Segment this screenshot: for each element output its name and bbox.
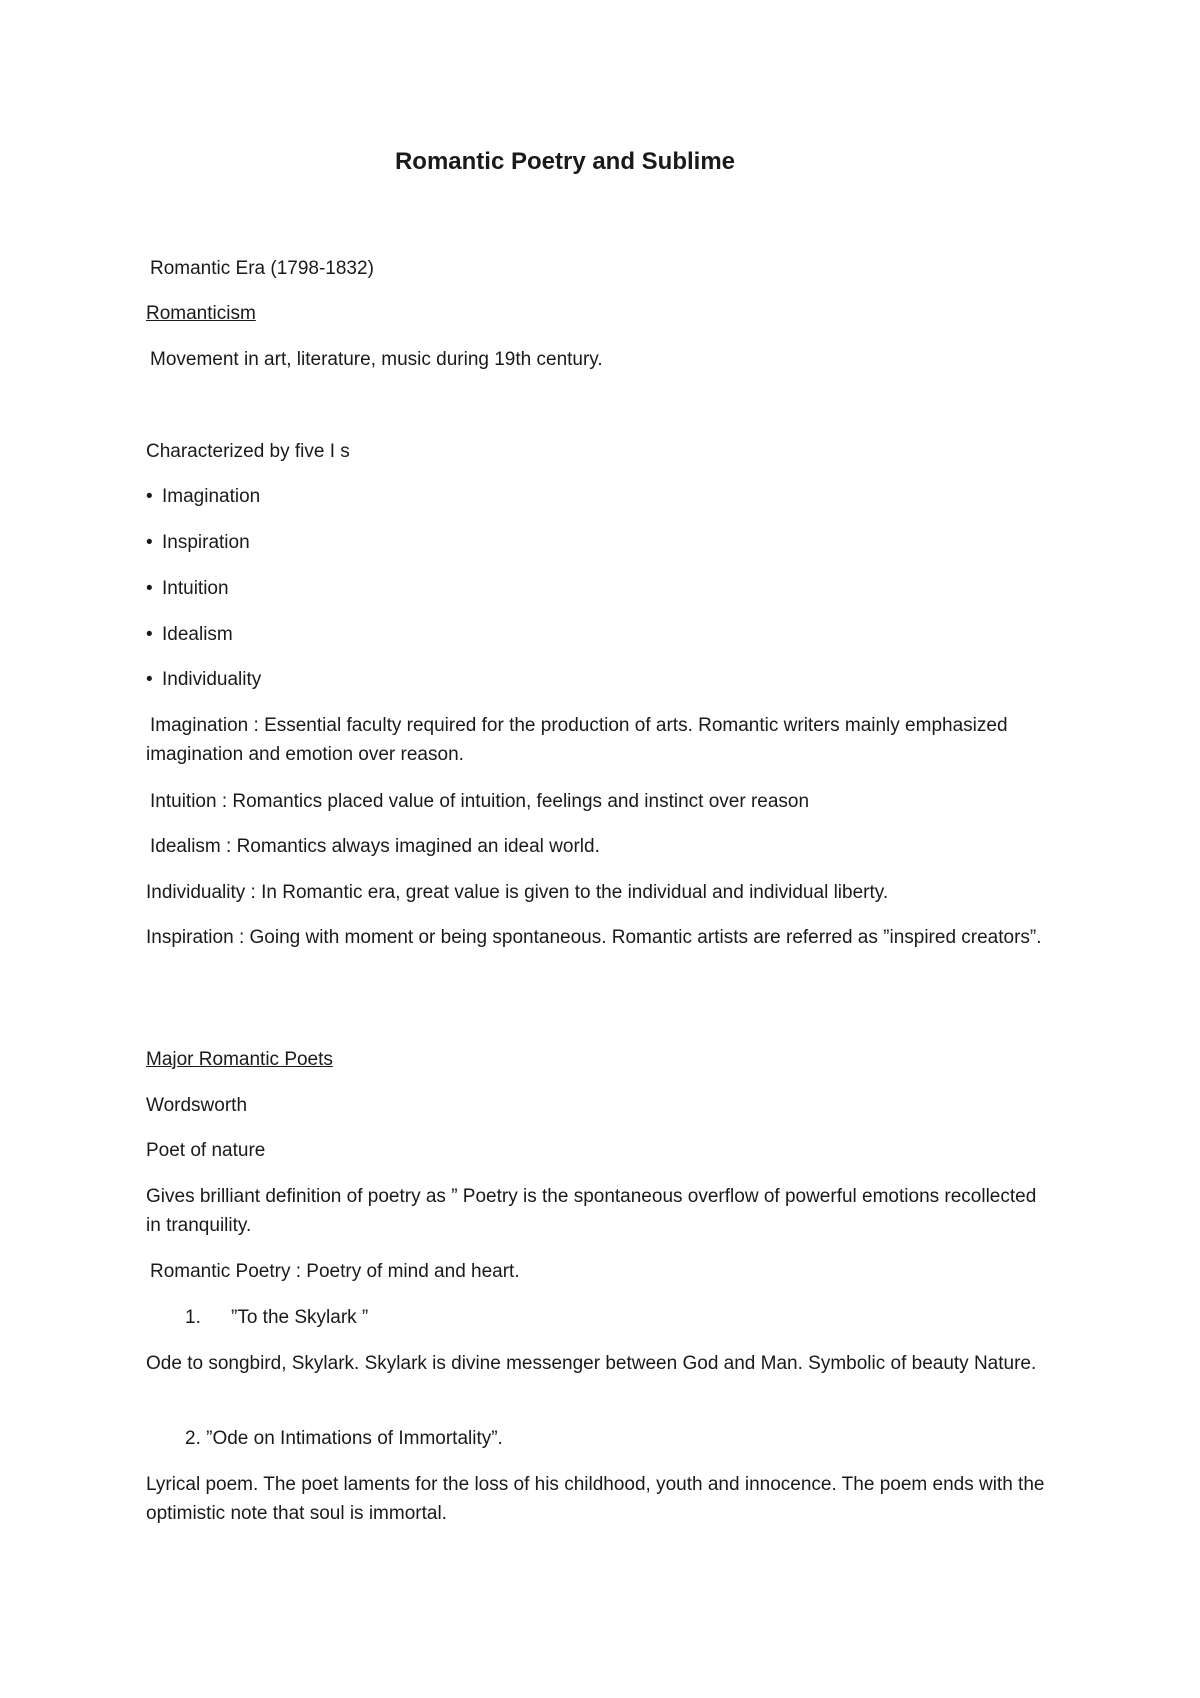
poem-1-title-line — [185, 1303, 1085, 1332]
bullet-icon: • — [146, 578, 153, 599]
imagination-definition: Imagination : Essential faculty required for the production of arts. Romantic writers mainly emphasized imagination and emotion over reason. — [146, 715, 1008, 765]
romanticism-heading: Romanticism — [146, 303, 256, 324]
bullet-label: Idealism — [162, 624, 233, 645]
era-line: Romantic Era (1798-1832) — [150, 258, 374, 279]
list-number: 1. — [185, 1307, 201, 1328]
bullet-label: Imagination — [162, 486, 261, 507]
bullet-icon: • — [146, 532, 153, 553]
poem-1-title: ”To the Skylark ” — [231, 1307, 369, 1328]
bullet-label: Intuition — [162, 578, 229, 599]
bullet-item — [146, 665, 1046, 694]
document-title: Romantic Poetry and Sublime — [394, 148, 736, 175]
bullet-item — [146, 482, 1046, 511]
bullet-icon: • — [146, 669, 153, 690]
bullet-icon: • — [146, 486, 153, 507]
intuition-definition: Intuition : Romantics placed value of intuition, feelings and instinct over reason — [150, 791, 810, 812]
poets-heading: Major Romantic Poets — [146, 1049, 333, 1070]
bullet-label: Individuality — [162, 669, 262, 690]
bullet-item — [146, 574, 1046, 603]
characterized-line: Characterized by five I s — [146, 441, 350, 462]
poet-name: Wordsworth — [146, 1095, 248, 1116]
poem-2-description: Lyrical poem. The poet laments for the loss of his childhood, youth and innocence. The poem ends with the optimistic note that soul is immortal. — [146, 1474, 1045, 1524]
romanticism-definition: Movement in art, literature, music during 19th century. — [150, 349, 603, 370]
bullet-item — [146, 528, 1046, 557]
inspiration-definition: Inspiration : Going with moment or being spontaneous. Romantic artists are referred as ”inspired creators”. — [146, 927, 1042, 948]
bullet-icon: • — [146, 624, 153, 645]
bullet-label: Inspiration — [162, 532, 250, 553]
romantic-poetry-line: Romantic Poetry : Poetry of mind and heart. — [150, 1261, 520, 1282]
bullet-item — [146, 620, 1046, 649]
poet-description: Poet of nature — [146, 1140, 266, 1161]
idealism-definition: Idealism : Romantics always imagined an ideal world. — [150, 836, 600, 857]
poem-1-description: Ode to songbird, Skylark. Skylark is divine messenger between God and Man. Symbolic of beauty Nature. — [146, 1353, 1037, 1374]
individuality-definition: Individuality : In Romantic era, great value is given to the individual and individual liberty. — [146, 882, 889, 903]
poem-2-title: 2. ”Ode on Intimations of Immortality”. — [185, 1428, 503, 1449]
poetry-definition: Gives brilliant definition of poetry as ” Poetry is the spontaneous overflow of powerful emotions recollected in tranquility. — [146, 1186, 1037, 1236]
